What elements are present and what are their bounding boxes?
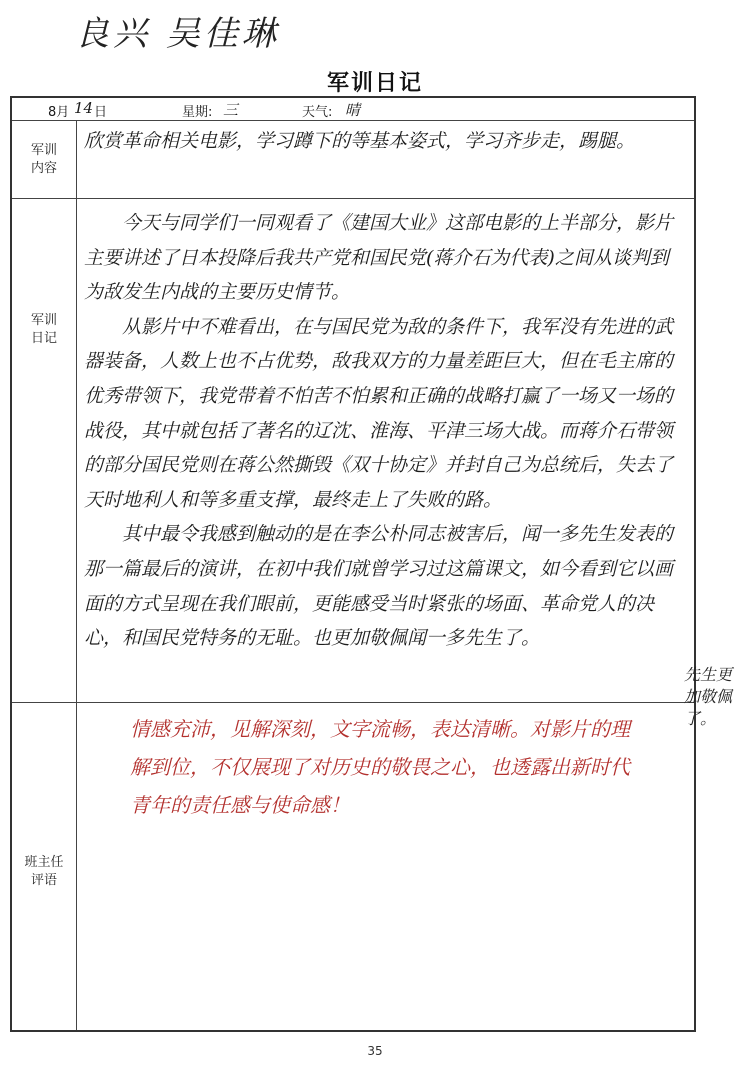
date-row bbox=[12, 98, 694, 120]
teacher-comment-label: 班主任 评语 bbox=[24, 855, 64, 888]
column-divider bbox=[76, 120, 77, 1030]
training-content-label: 军训 内容 bbox=[30, 143, 57, 176]
diary-paragraph: 其中最令我感到触动的是在李公朴同志被害后，闻一多先生发表的那一篇最后的演讲，在初中我们就曾学习过这篇课文，如今看到它以画面的方式呈现在我们眼前，更能感受当时紧张的场面、革命党人的决心，和国民党特务的无耻。也更加敬佩闻一多先生了。 bbox=[84, 523, 674, 650]
date-day: 14 bbox=[74, 99, 94, 117]
weekday-label: 星期: bbox=[182, 105, 213, 120]
date-month: 8月 bbox=[48, 105, 70, 120]
teacher-comment-text: 情感充沛，见解深刻，文字流畅，表达清晰。对影片的理解到位，不仅展现了对历史的敬畏之心，也透露出新时代青年的责任感与使命感！ bbox=[130, 717, 630, 817]
row-divider bbox=[12, 198, 694, 199]
row-divider bbox=[12, 120, 694, 121]
weather-label: 天气: bbox=[302, 105, 333, 120]
diary-paragraph: 今天与同学们一同观看了《建国大业》这部电影的上半部分，影片主要讲述了日本投降后我共产党和国民党(蒋介石为代表)之间从谈判到为敌发生内战的主要历史情节。 bbox=[84, 212, 674, 304]
diary-form bbox=[10, 96, 696, 1032]
training-content-text: 欣赏革命相关电影，学习蹲下的等基本姿式，学习齐步走，踢腿。 bbox=[84, 130, 636, 152]
student-name: 良兴 吴佳琳 bbox=[75, 14, 280, 54]
margin-overflow-note: 先生更加敬佩了。 bbox=[684, 665, 733, 728]
diary-body bbox=[84, 206, 686, 656]
diary-paragraph: 从影片中不难看出，在与国民党为敌的条件下，我军没有先进的武器装备，人数上也不占优势，敌我双方的力量差距巨大，但在毛主席的优秀带领下，我党带着不怕苦不怕累和正确的战略打赢了一场又一场的战役，其中就包括了著名的辽沈、淮海、平津三场大战。而蒋介石带领的部分国民党则在蒋公然撕毁《双十协定》并封自己为总统后，失去了天时地利人和等多重支撑，最终走上了失败的路。 bbox=[84, 315, 674, 511]
weather-value: 晴 bbox=[345, 101, 361, 119]
row-divider bbox=[12, 702, 694, 703]
page-number: 35 bbox=[367, 1044, 383, 1058]
training-diary-label: 军训 日记 bbox=[30, 313, 57, 346]
date-day-suffix: 日 bbox=[94, 105, 108, 120]
page-title: 军训日记 bbox=[326, 71, 423, 96]
weekday-value: 三 bbox=[223, 101, 239, 119]
